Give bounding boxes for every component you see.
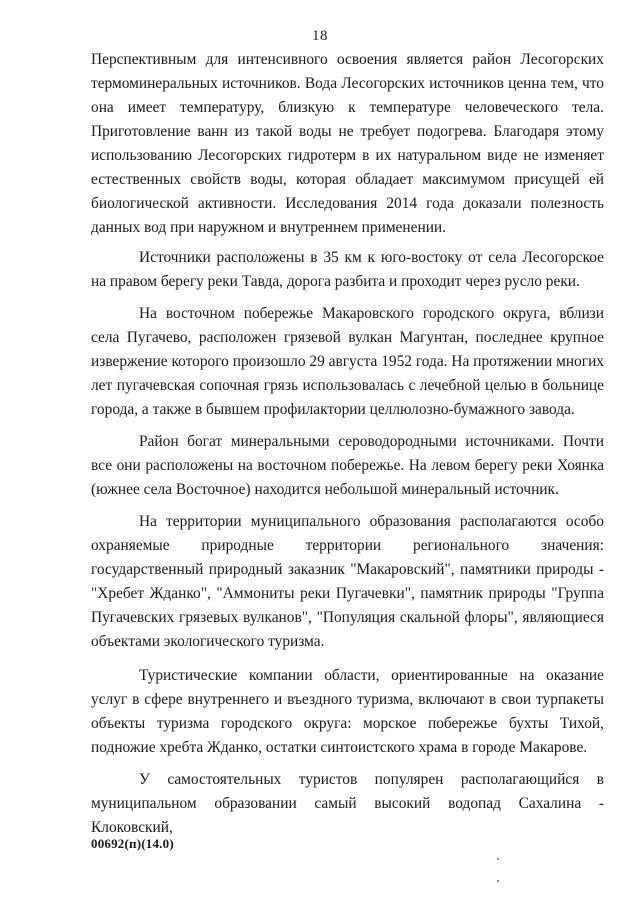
paragraph-waterfall: У самостоятельных туристов популярен располагающийся в муниципальном образовании самый высокий водопад Сахалина - Клоковский, xyxy=(91,771,604,836)
document-code: 00692(п)(14.0) xyxy=(91,836,174,851)
scan-speck xyxy=(497,880,499,882)
scan-speck xyxy=(497,858,499,860)
document-body xyxy=(91,48,604,840)
paragraph-springs-location: Источники расположены в 35 км к юго-востоку от села Лесогорское на правом берегу реки Тавда, дорога разбита и проходит через русло реки. xyxy=(91,249,604,290)
paragraph-mud-volcano: На восточном побережье Макаровского городского округа, вблизи села Пугачево, расположен грязевой вулкан Магунтан, последнее крупное извержение которого произошло 29 августа 1952 года. На протяжении многих лет пугачевская сопочная грязь использовалась с лечебной целью в больнице города, а также в бывшем профилактории целлюлозно-бумажного завода. xyxy=(91,305,604,418)
page-number: 18 xyxy=(312,28,328,44)
paragraph-tour-companies: Туристические компании области, ориентированные на оказание услуг в сфере внутреннего и въездного туризма, включают в свои турпакеты объекты туризма городского округа: морское побережье бухты Тихой, подножие хребта Жданко, остатки синтоистского храма в городе Макарове. xyxy=(91,667,604,756)
paragraph-mineral-springs: Район богат минеральными сероводородными источниками. Почти все они расположены на восточном побережье. На левом берегу реки Хоянка (южнее села Восточное) находится небольшой минеральный источник. xyxy=(91,433,604,498)
paragraph-protected-areas: На территории муниципального образования располагаются особо охраняемые природные территории регионального значения: государственный природный заказник "Макаровский", памятники природы - "Хребет Жданко", "Аммониты реки Пугачевки", памятник природы "Группа Пугачевских грязевых вулканов", "Популяция скальной флоры", являющиеся объектами экологического туризма. xyxy=(91,513,604,650)
paragraph-lesogorsk-springs: Перспективным для интенсивного освоения является район Лесогорских термоминеральных источников. Вода Лесогорских источников ценна тем, что она имеет температуру, близкую к температуре человеческого тела. Приготовление ванн из такой воды не требует подогрева. Благодаря этому использованию Лесогорских гидротерм в их натуральном виде не изменяет естественных свойств воды, которая обладает максимумом присущей ей биологической активности. Исследования 2014 года доказали полезность данных вод при наружном и внутреннем применении. xyxy=(91,51,604,236)
